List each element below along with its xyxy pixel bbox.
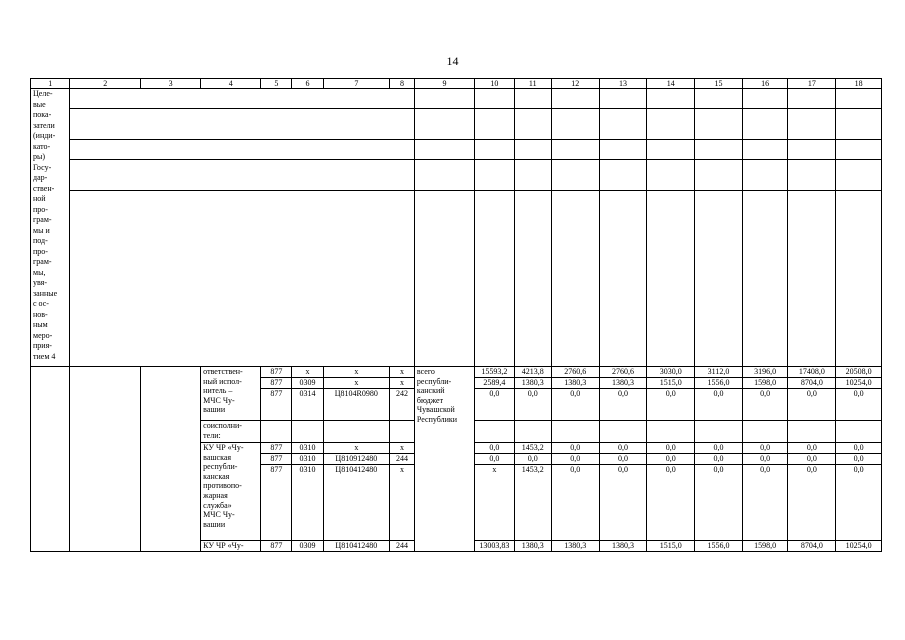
code-c7: Ц8104R0980 bbox=[323, 389, 389, 421]
funding-value: 0,0 bbox=[695, 465, 743, 541]
code-c6: 0309 bbox=[292, 378, 323, 389]
funding-value: 1380,3 bbox=[551, 541, 599, 552]
column-number-header: 3 bbox=[140, 79, 200, 89]
column-number-header: 7 bbox=[323, 79, 389, 89]
funding-value: 0,0 bbox=[836, 454, 882, 465]
code-c8: х bbox=[390, 465, 415, 541]
indicator-description bbox=[70, 109, 415, 140]
indicator-value bbox=[647, 89, 695, 109]
indicator-value bbox=[551, 109, 599, 140]
participant-line: вашии bbox=[203, 405, 226, 415]
funding-value: 1380,3 bbox=[514, 541, 551, 552]
indicator-row bbox=[31, 160, 882, 191]
indicator-value bbox=[788, 191, 836, 367]
indicator-row bbox=[31, 89, 882, 109]
measure-number bbox=[31, 367, 70, 552]
participant-line: ответствен- bbox=[203, 367, 243, 376]
column-number-header: 2 bbox=[70, 79, 141, 89]
funding-value: 15593,2 bbox=[475, 367, 514, 378]
participant-line: вашии bbox=[203, 519, 226, 529]
code-c5 bbox=[261, 421, 292, 443]
funding-source-line: канский bbox=[416, 386, 445, 396]
funding-value: 0,0 bbox=[836, 443, 882, 454]
participant-line: служба» bbox=[203, 500, 232, 510]
indicator-value bbox=[599, 89, 647, 109]
funding-value: 0,0 bbox=[599, 454, 647, 465]
indicators-label-line: ствен- bbox=[33, 183, 55, 193]
funding-value: х bbox=[475, 465, 514, 541]
column-number-header: 13 bbox=[599, 79, 647, 89]
funding-value bbox=[695, 421, 743, 443]
funding-value: 0,0 bbox=[836, 389, 882, 421]
column-number-header: 17 bbox=[788, 79, 836, 89]
indicator-value bbox=[514, 140, 551, 160]
indicator-value bbox=[514, 191, 551, 367]
funding-value: 0,0 bbox=[475, 389, 514, 421]
indicator-value bbox=[788, 160, 836, 191]
funding-value: 0,0 bbox=[551, 389, 599, 421]
funding-source-line: Чувашской bbox=[416, 405, 455, 415]
indicator-value bbox=[695, 160, 743, 191]
code-c7: х bbox=[323, 443, 389, 454]
indicators-label-line: мы и bbox=[33, 225, 50, 235]
column-number-header: 6 bbox=[292, 79, 323, 89]
funding-value: 0,0 bbox=[788, 465, 836, 541]
code-c6: 0309 bbox=[292, 541, 323, 552]
code-c6: 0310 bbox=[292, 465, 323, 541]
code-c7 bbox=[323, 421, 389, 443]
funding-value: 3112,0 bbox=[695, 367, 743, 378]
participant-line: МЧС Чу- bbox=[203, 510, 235, 520]
participant-line: тели: bbox=[203, 430, 221, 440]
code-c6: 0314 bbox=[292, 389, 323, 421]
indicators-label-line: увя- bbox=[33, 278, 48, 287]
funding-value: 1598,0 bbox=[742, 378, 788, 389]
indicator-value bbox=[475, 109, 514, 140]
column-number-header: 15 bbox=[695, 79, 743, 89]
funding-value: 0,0 bbox=[475, 443, 514, 454]
code-c7: Ц810912480 bbox=[323, 454, 389, 465]
indicator-value bbox=[695, 140, 743, 160]
funding-value: 0,0 bbox=[788, 443, 836, 454]
code-c8: 244 bbox=[390, 541, 415, 552]
funding-value: 0,0 bbox=[788, 454, 836, 465]
funding-value: 3196,0 bbox=[742, 367, 788, 378]
indicator-value bbox=[836, 140, 882, 160]
funding-value: 0,0 bbox=[514, 454, 551, 465]
indicators-label-line: меро- bbox=[33, 330, 53, 340]
funding-value: 0,0 bbox=[647, 443, 695, 454]
code-c5: 877 bbox=[261, 541, 292, 552]
indicator-value bbox=[551, 140, 599, 160]
empty-cell bbox=[140, 367, 200, 552]
funding-value: 0,0 bbox=[742, 443, 788, 454]
code-c8: х bbox=[390, 378, 415, 389]
code-c5: 877 bbox=[261, 465, 292, 541]
indicator-value bbox=[599, 191, 647, 367]
indicator-value bbox=[695, 109, 743, 140]
funding-value: 1598,0 bbox=[742, 541, 788, 552]
indicator-source bbox=[414, 140, 474, 160]
funding-value bbox=[788, 421, 836, 443]
indicator-value bbox=[475, 160, 514, 191]
indicator-value bbox=[695, 191, 743, 367]
column-number-header: 1 bbox=[31, 79, 70, 89]
indicators-label-line: затели bbox=[33, 120, 55, 130]
funding-value: 20508,0 bbox=[836, 367, 882, 378]
funding-value: 1515,0 bbox=[647, 541, 695, 552]
code-c8: х bbox=[390, 367, 415, 378]
page-number: 14 bbox=[446, 54, 459, 68]
participant-line: ный испол- bbox=[203, 376, 242, 386]
funding-value bbox=[475, 421, 514, 443]
measure-row bbox=[31, 367, 882, 378]
column-number-header: 5 bbox=[261, 79, 292, 89]
indicator-value bbox=[742, 109, 788, 140]
code-c8: 244 bbox=[390, 454, 415, 465]
code-c8: х bbox=[390, 443, 415, 454]
funding-value: 0,0 bbox=[551, 443, 599, 454]
funding-value: 0,0 bbox=[647, 454, 695, 465]
code-c6: х bbox=[292, 367, 323, 378]
funding-source-line: всего bbox=[416, 367, 435, 376]
column-number-header: 14 bbox=[647, 79, 695, 89]
indicator-value bbox=[742, 191, 788, 367]
funding-value: 1515,0 bbox=[647, 378, 695, 389]
funding-value: 2760,6 bbox=[551, 367, 599, 378]
funding-value bbox=[514, 421, 551, 443]
participant-line: противопо- bbox=[203, 481, 242, 491]
column-number-header: 4 bbox=[201, 79, 261, 89]
funding-value: 0,0 bbox=[695, 454, 743, 465]
indicator-value bbox=[742, 140, 788, 160]
funding-value: 1380,3 bbox=[514, 378, 551, 389]
indicator-value bbox=[647, 109, 695, 140]
participant-cell bbox=[201, 367, 261, 421]
funding-value: 4213,8 bbox=[514, 367, 551, 378]
funding-value: 0,0 bbox=[551, 465, 599, 541]
funding-value bbox=[551, 421, 599, 443]
indicator-row bbox=[31, 140, 882, 160]
participant-cell bbox=[201, 443, 261, 541]
indicators-label-line: про- bbox=[33, 204, 48, 214]
funding-value: 1380,3 bbox=[599, 541, 647, 552]
participant-cell bbox=[201, 421, 261, 443]
indicator-value bbox=[836, 109, 882, 140]
funding-source-line: бюджет bbox=[416, 395, 444, 405]
indicator-row bbox=[31, 109, 882, 140]
indicator-value bbox=[551, 160, 599, 191]
funding-value: 8704,0 bbox=[788, 541, 836, 552]
funding-value: 0,0 bbox=[695, 443, 743, 454]
indicators-label-line: (инди- bbox=[33, 131, 56, 140]
indicator-value bbox=[475, 89, 514, 109]
column-number-header: 11 bbox=[514, 79, 551, 89]
measure-name bbox=[70, 367, 141, 552]
participant-line: нитель – bbox=[203, 386, 233, 396]
indicator-value bbox=[788, 109, 836, 140]
indicator-value bbox=[836, 160, 882, 191]
indicators-label-line: като- bbox=[33, 141, 51, 151]
code-c5: 877 bbox=[261, 389, 292, 421]
funding-value bbox=[647, 421, 695, 443]
indicator-value bbox=[742, 89, 788, 109]
funding-value: 0,0 bbox=[788, 389, 836, 421]
indicator-value bbox=[742, 160, 788, 191]
funding-source bbox=[414, 367, 474, 552]
participant-line: КУ ЧР «Чу- bbox=[203, 541, 244, 550]
indicator-value bbox=[599, 140, 647, 160]
indicator-value bbox=[836, 191, 882, 367]
indicator-value bbox=[647, 191, 695, 367]
indicators-label-line: нов- bbox=[33, 309, 48, 319]
funding-value: 1453,2 bbox=[514, 443, 551, 454]
indicator-source bbox=[414, 191, 474, 367]
indicators-label bbox=[31, 89, 70, 367]
funding-value: 0,0 bbox=[599, 465, 647, 541]
column-number-header: 8 bbox=[390, 79, 415, 89]
indicators-label-line: ным bbox=[33, 320, 48, 329]
indicator-description bbox=[70, 191, 415, 367]
funding-value: 1453,2 bbox=[514, 465, 551, 541]
funding-value: 8704,0 bbox=[788, 378, 836, 389]
indicators-label-line: под- bbox=[33, 236, 48, 245]
indicators-label-line: Целе- bbox=[33, 89, 53, 98]
indicator-description bbox=[70, 160, 415, 191]
funding-value: 13003,83 bbox=[475, 541, 514, 552]
indicator-value bbox=[836, 89, 882, 109]
indicator-value bbox=[514, 160, 551, 191]
indicators-label-line: грам- bbox=[33, 215, 52, 224]
indicator-value bbox=[551, 89, 599, 109]
indicator-source bbox=[414, 89, 474, 109]
participant-line: канская bbox=[203, 471, 230, 481]
indicator-source bbox=[414, 160, 474, 191]
indicator-value bbox=[514, 109, 551, 140]
indicators-label-line: грам- bbox=[33, 257, 52, 266]
funding-value: 0,0 bbox=[647, 465, 695, 541]
funding-value: 10254,0 bbox=[836, 378, 882, 389]
funding-value: 0,0 bbox=[695, 389, 743, 421]
column-number-header: 16 bbox=[742, 79, 788, 89]
funding-value: 0,0 bbox=[647, 389, 695, 421]
funding-value bbox=[599, 421, 647, 443]
funding-value: 0,0 bbox=[599, 443, 647, 454]
participant-line: вашская bbox=[203, 452, 232, 462]
code-c7: Ц810412480 bbox=[323, 541, 389, 552]
indicator-value bbox=[475, 140, 514, 160]
indicators-label-line: дар- bbox=[33, 173, 48, 182]
funding-value: 0,0 bbox=[514, 389, 551, 421]
indicator-value bbox=[475, 191, 514, 367]
indicators-label-line: тием 4 bbox=[33, 351, 56, 361]
indicator-description bbox=[70, 89, 415, 109]
code-c8 bbox=[390, 421, 415, 443]
code-c7: Ц810412480 bbox=[323, 465, 389, 541]
indicator-value bbox=[695, 89, 743, 109]
funding-value: 1380,3 bbox=[599, 378, 647, 389]
funding-value: 2589,4 bbox=[475, 378, 514, 389]
column-number-header: 10 bbox=[475, 79, 514, 89]
code-c5: 877 bbox=[261, 378, 292, 389]
indicators-label-line: вые bbox=[33, 99, 46, 109]
code-c7: х bbox=[323, 367, 389, 378]
indicator-value bbox=[647, 140, 695, 160]
funding-value: 1380,3 bbox=[551, 378, 599, 389]
funding-value: 1556,0 bbox=[695, 541, 743, 552]
code-c5: 877 bbox=[261, 443, 292, 454]
indicator-value bbox=[551, 191, 599, 367]
code-c5: 877 bbox=[261, 367, 292, 378]
participant-cell bbox=[201, 541, 261, 552]
funding-value: 0,0 bbox=[836, 465, 882, 541]
indicator-row bbox=[31, 191, 882, 367]
funding-value: 3030,0 bbox=[647, 367, 695, 378]
indicator-value bbox=[599, 109, 647, 140]
funding-value: 0,0 bbox=[475, 454, 514, 465]
code-c8: 242 bbox=[390, 389, 415, 421]
column-number-header: 18 bbox=[836, 79, 882, 89]
indicator-value bbox=[514, 89, 551, 109]
code-c6: 0310 bbox=[292, 454, 323, 465]
funding-source-line: Республики bbox=[416, 414, 458, 424]
funding-value: 0,0 bbox=[742, 465, 788, 541]
indicators-label-line: с ос- bbox=[33, 299, 49, 308]
funding-source-line: республи- bbox=[416, 376, 452, 386]
indicator-value bbox=[788, 89, 836, 109]
code-c7: х bbox=[323, 378, 389, 389]
column-number-header: 9 bbox=[414, 79, 474, 89]
funding-value: 0,0 bbox=[742, 389, 788, 421]
indicator-source bbox=[414, 109, 474, 140]
funding-value: 10254,0 bbox=[836, 541, 882, 552]
indicator-value bbox=[788, 140, 836, 160]
indicators-label-line: ры) bbox=[33, 152, 46, 161]
indicators-label-line: занные bbox=[33, 288, 58, 298]
indicators-label-line: прия- bbox=[33, 341, 52, 350]
indicators-label-line: мы, bbox=[33, 267, 46, 277]
funding-value bbox=[836, 421, 882, 443]
participant-line: жарная bbox=[203, 490, 228, 500]
indicators-label-line: Госу- bbox=[33, 162, 52, 172]
header-row bbox=[31, 79, 882, 89]
indicator-description bbox=[70, 140, 415, 160]
participant-line: КУ ЧР «Чу- bbox=[203, 443, 244, 452]
funding-value: 0,0 bbox=[551, 454, 599, 465]
program-table bbox=[30, 78, 882, 552]
indicators-label-line: ной bbox=[33, 194, 46, 203]
funding-value: 0,0 bbox=[742, 454, 788, 465]
funding-value bbox=[742, 421, 788, 443]
funding-value: 1556,0 bbox=[695, 378, 743, 389]
code-c5: 877 bbox=[261, 454, 292, 465]
participant-line: соисполни- bbox=[203, 421, 242, 430]
funding-value: 2760,6 bbox=[599, 367, 647, 378]
code-c6 bbox=[292, 421, 323, 443]
participant-line: республи- bbox=[203, 462, 238, 472]
indicators-label-line: про- bbox=[33, 246, 48, 256]
indicator-value bbox=[647, 160, 695, 191]
funding-value: 0,0 bbox=[599, 389, 647, 421]
code-c6: 0310 bbox=[292, 443, 323, 454]
participant-line: МЧС Чу- bbox=[203, 395, 235, 405]
indicator-value bbox=[599, 160, 647, 191]
funding-value: 17408,0 bbox=[788, 367, 836, 378]
indicators-label-line: пока- bbox=[33, 110, 52, 119]
column-number-header: 12 bbox=[551, 79, 599, 89]
